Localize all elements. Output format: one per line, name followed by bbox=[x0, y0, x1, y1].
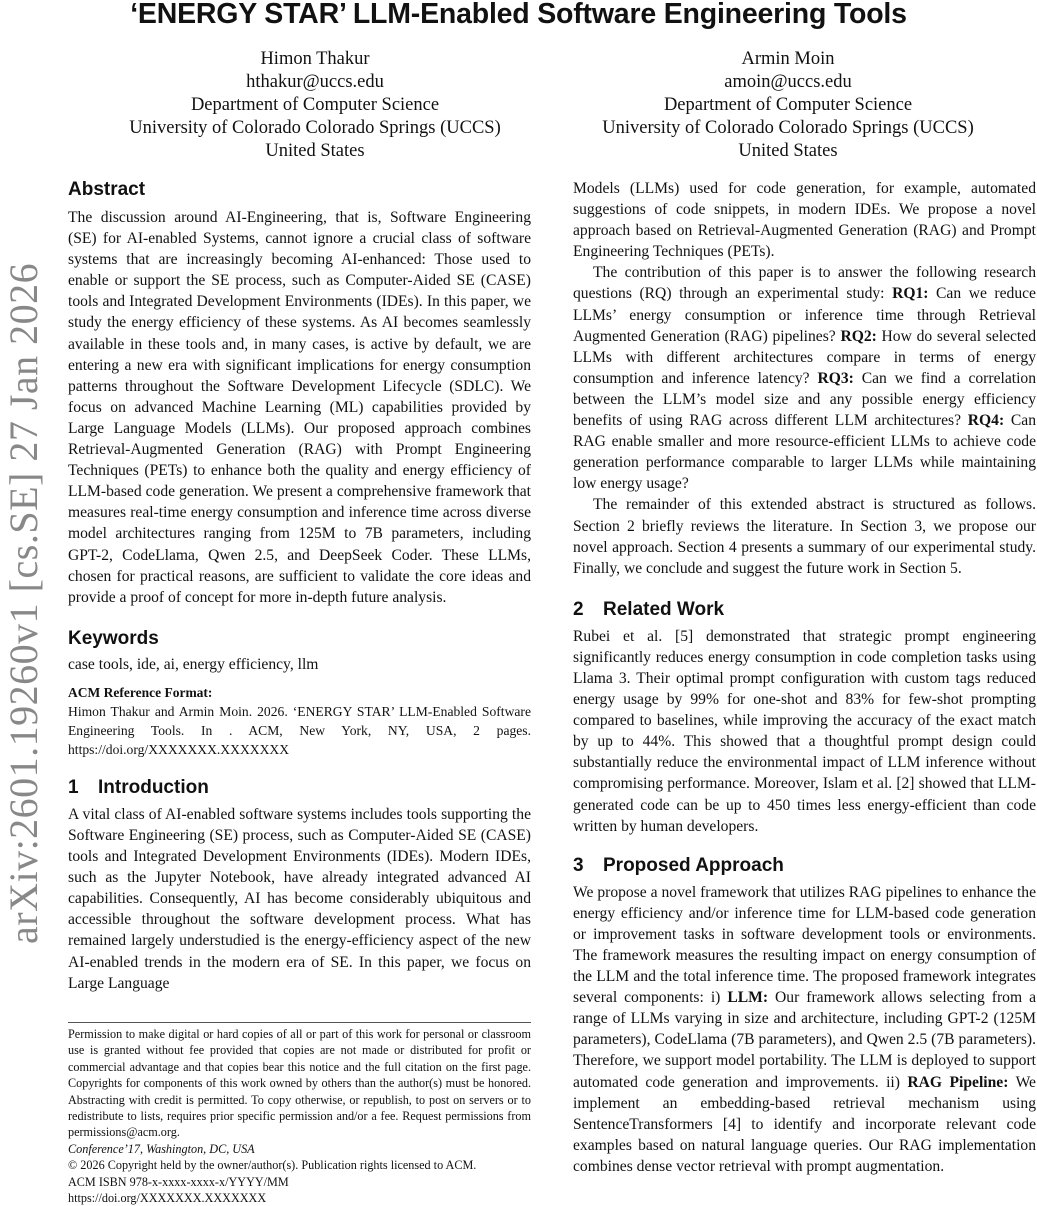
section-title: Related Work bbox=[603, 598, 725, 620]
author-name: Himon Thakur bbox=[260, 49, 370, 69]
section-number: 1 bbox=[68, 776, 79, 798]
author-country: United States bbox=[265, 141, 365, 161]
rq1-text: Can we reduce LLMs’ energy consumption or inference time through Retrieval Augmented Generation (RAG) pipelines? bbox=[573, 285, 1036, 345]
author-university: University of Colorado Colorado Springs (UCCS) bbox=[602, 118, 974, 138]
author-department: Department of Computer Science bbox=[190, 95, 440, 115]
permission-text: Permission to make digital or hard copies of all or part of this work for personal or classroom use is granted without fee provided that copies are not made or distributed for profit or commercial advantage and that copies bear this notice and the full citation on the first page. Copyrights for components of this work owned by others than the author(s) must be honored. Abstracting with credit is permitted. To copy otherwise, or republish, to post on servers or to redistribute to lists, requires prior specific permission and/or a fee. Request permissions from permissions@acm.org. bbox=[68, 1027, 531, 1140]
keywords-text: case tools, ide, ai, energy efficiency, llm bbox=[68, 655, 319, 673]
rag-label: RAG Pipeline: bbox=[907, 1073, 1009, 1091]
arxiv-id: arXiv:2601.19260v1 [cs.SE] 27 Jan 2026 bbox=[1, 262, 46, 944]
rq4-text: Can RAG enable smaller and more resource-efficient LLMs to achieve code generation performance comparable to larger LLMs while maintaining low energy usage? bbox=[573, 412, 1036, 493]
rq-intro: The contribution of this paper is to answer the following research questions (RQ) through an experimental study: bbox=[573, 264, 1036, 303]
author-email: hthakur@uccs.edu bbox=[246, 72, 384, 92]
author-university: University of Colorado Colorado Springs (UCCS) bbox=[129, 118, 501, 138]
author-department: Department of Computer Science bbox=[663, 95, 913, 115]
acm-ref-text: Himon Thakur and Armin Moin. 2026. ‘ENERGY STAR’ LLM-Enabled Software Engineering Tools. In . ACM, New York, NY, USA, 2 pages. https://doi.org/XXXXXXX.XXXXXXX bbox=[68, 703, 531, 757]
intro-text-left: A vital class of AI-enabled software systems includes tools supporting the Software Engineering (SE) process, such as Computer-Aided SE (CASE) tools and Integrated Development Environments (IDEs). Modern IDEs, such as the Jupyter Notebook, have already integrated advanced AI capabilities. Consequently, AI has become considerably ubiquitous and accessible throughout the software development process. What has remained largely understudied is the energy-efficiency aspect of the new AI-enabled trends in the modern era of SE. In this paper, we focus on Large Language bbox=[68, 805, 531, 992]
llm-label: LLM: bbox=[727, 989, 769, 1007]
rq3-text: Can we find a correlation between the LLM’s model size and any possible energy efficiency benefits of using RAG across different LLM architectures? bbox=[573, 369, 1036, 430]
approach-text bbox=[573, 882, 1036, 1177]
abstract-heading: Abstract bbox=[68, 179, 146, 200]
rq2-label: RQ2: bbox=[840, 327, 877, 345]
copyright-line: © 2026 Copyright held by the owner/author(s). Publication rights licensed to ACM. bbox=[68, 1158, 477, 1173]
copyright-footnote bbox=[68, 1022, 531, 1206]
intro-research-questions bbox=[573, 262, 1036, 494]
author-block-2 bbox=[553, 48, 1023, 163]
paper-title: ‘ENERGY STAR’ LLM-Enabled Software Engineering Tools bbox=[130, 0, 907, 30]
rag-text: We implement an embedding-based retrieval mechanism using SentenceTransformers [4] to identify and incorporate relevant code examples based on natural language queries. Our RAG implementation combines dense vector retrieval with prompt augmentation. bbox=[573, 1073, 1036, 1175]
keywords-heading: Keywords bbox=[68, 627, 159, 649]
acm-ref-heading: ACM Reference Format: bbox=[68, 684, 213, 700]
left-column bbox=[68, 178, 531, 994]
approach-intro: We propose a novel framework that utilizes RAG pipelines to enhance the energy efficiency and/or inference time for LLM-based code generation or improvement tasks in software development tools or environments. The framework measures the resulting impact on energy consumption of the LLM and the total inference time. The proposed framework integrates several components: i) bbox=[573, 883, 1036, 1007]
right-column bbox=[573, 178, 1036, 1177]
related-heading bbox=[573, 598, 1036, 622]
rq2-text: How do several selected LLMs with different architectures compare in terms of energy consumption and inference latency? bbox=[573, 327, 1036, 387]
section-number: 3 bbox=[573, 854, 584, 876]
section-number: 2 bbox=[573, 598, 584, 620]
section-title: Introduction bbox=[98, 776, 209, 798]
rq3-label: RQ3: bbox=[817, 369, 854, 387]
isbn-line: ACM ISBN 978-x-xxxx-xxxx-x/YYYY/MM bbox=[68, 1174, 289, 1189]
rq4-label: RQ4: bbox=[967, 412, 1005, 430]
doi-link[interactable]: https://doi.org/XXXXXXX.XXXXXXX bbox=[68, 1191, 267, 1206]
rq1-label: RQ1: bbox=[892, 285, 929, 303]
abstract-text: The discussion around AI-Engineering, that is, Software Engineering (SE) for AI-enabled Systems, cannot ignore a crucial class of software systems that are increasingly becoming AI-enhanced: Those used to enable or support the SE process, such as Computer-Aided SE (CASE) tools and Integrated Development Environments (IDEs). In this paper, we study the energy efficiency of these systems. As AI becomes seamlessly available in these tools and, in many cases, is active by default, we are entering a new era with significant implications for energy consumption patterns throughout the Software Development Lifecycle (SDLC). We focus on advanced Machine Learning (ML) capabilities provided by Large Language Models (LLMs). Our proposed approach combines Retrieval-Augmented Generation (RAG) with Prompt Engineering Techniques (PETs) to enhance both the quality and energy efficiency of LLM-based code generation. We present a comprehensive framework that measures real-time energy consumption and inference time across diverse model architectures ranging from 125M to 7B parameters, including GPT-2, CodeLlama, Qwen 2.5, and DeepSeek Coder. These LLMs, chosen for practical reasons, are sufficient to validate the core ideas and provide a proof of concept for more in-depth future analysis. bbox=[68, 209, 531, 606]
intro-heading bbox=[68, 776, 531, 800]
llm-text: Our framework allows selecting from a range of LLMs varying in size and architecture, including GPT-2 (125M parameters), CodeLlama (7B parameters), and Qwen 2.5 (7B parameters). Therefore, we support model portability. The LLM is deployed to support automated code generation and improvements. ii) bbox=[573, 989, 1036, 1091]
related-text: Rubei et al. [5] demonstrated that strategic prompt engineering significantly reduces energy consumption in code completion tasks using Llama 3. Their optimal prompt configuration with custom tags reduced energy usage by 99% for one-shot and 83% for few-shot prompting compared to baselines, while improving the accuracy of the exact match by up to 44%. This showed that a thoughtful prompt design could substantially reduce the environmental impact of LLM inference without compromising performance. Moreover, Islam et al. [2] showed that LLM-generated code can be up to 450 times less energy-efficient than code written by human developers. bbox=[573, 627, 1036, 835]
author-country: United States bbox=[738, 141, 838, 161]
intro-text-right: Models (LLMs) used for code generation, for example, automated suggestions of code snippets, in modern IDEs. We propose a novel approach based on Retrieval-Augmented Generation (RAG) and Prompt Engineering Techniques (PETs). bbox=[573, 180, 1036, 261]
author-block-1 bbox=[80, 48, 550, 163]
intro-structure: The remainder of this extended abstract is structured as follows. Section 2 briefly reviews the literature. In Section 3, we propose our novel approach. Section 4 presents a summary of our experimental study. Finally, we conclude and suggest the future work in Section 5. bbox=[573, 496, 1036, 577]
conference-line: Conference’17, Washington, DC, USA bbox=[68, 1141, 255, 1156]
author-email: amoin@uccs.edu bbox=[724, 72, 852, 92]
approach-heading bbox=[573, 854, 1036, 878]
section-title: Proposed Approach bbox=[603, 854, 784, 876]
author-name: Armin Moin bbox=[741, 49, 835, 69]
